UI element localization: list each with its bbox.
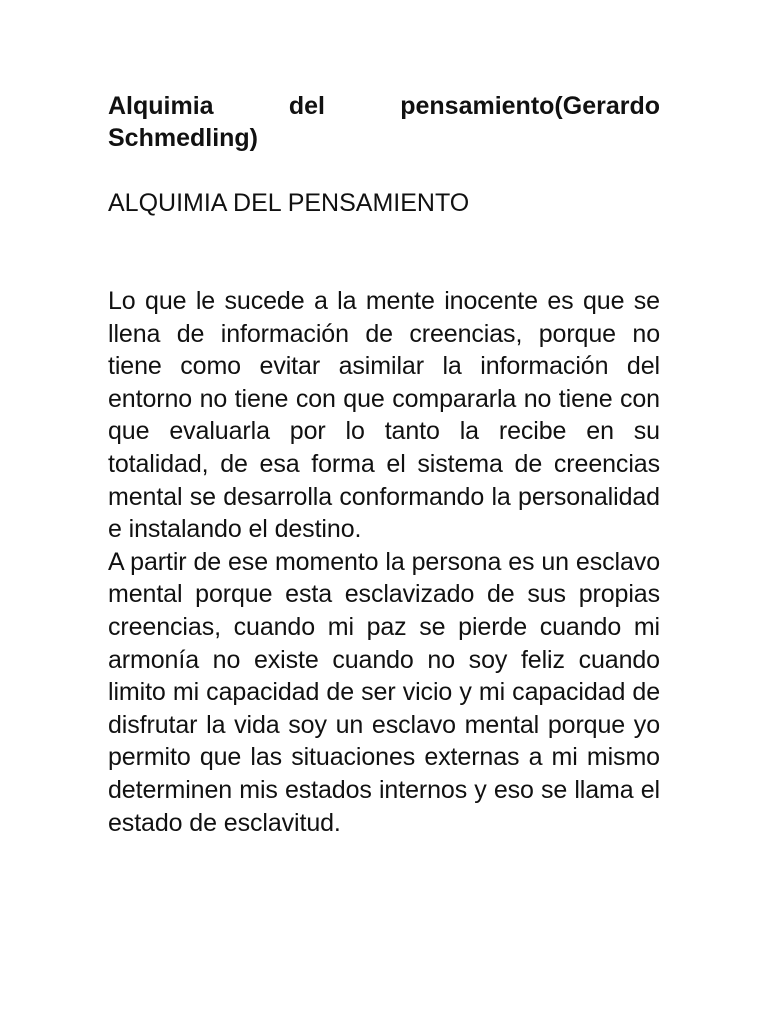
body-paragraph-1: Lo que le sucede a la mente inocente es que se llena de información de creencias, porque no tiene como evitar asimilar la información del entorno no tiene con que compararla no tiene con que evaluarla por lo tanto la recibe en su totalidad, de esa forma el sistema de creencias mental se desarrolla conformando la personalidad e instalando el destino.	[108, 287, 660, 544]
document-title: Alquimia del pensamiento(Gerardo Schmedling)	[108, 92, 660, 152]
body-paragraph-2: A partir de ese momento la persona es un esclavo mental porque esta esclavizado de sus propias creencias, cuando mi paz se pierde cuando mi armonía no existe cuando no soy feliz cuando limito mi capacidad de ser vicio y mi capacidad de disfrutar la vida soy un esclavo mental porque yo permito que las situaciones externas a mi mismo determinen mis estados internos y eso se llama el estado de esclavitud.	[108, 547, 660, 837]
document-subtitle: ALQUIMIA DEL PENSAMIENTO	[108, 189, 470, 217]
